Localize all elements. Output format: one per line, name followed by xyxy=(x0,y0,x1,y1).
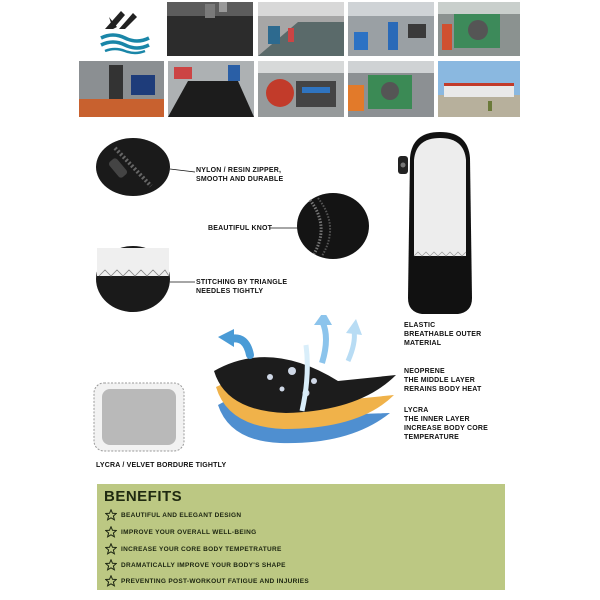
benefit-item: BEAUTIFUL AND ELEGANT DESIGN xyxy=(105,508,241,522)
factory-photo-6 xyxy=(168,61,254,117)
neoprene-caption: NEOPRENE THE MIDDLE LAYER RERAINS BODY HEAT xyxy=(404,368,482,393)
star-icon xyxy=(105,526,117,538)
stitching-caption: STITCHING BY TRIANGLE NEEDLES TIGHTLY xyxy=(196,279,288,295)
knot-detail-icon xyxy=(270,190,370,262)
factory-photo-2 xyxy=(258,2,344,56)
factory-photo-5 xyxy=(79,61,164,117)
fabric-layers-diagram xyxy=(210,315,400,445)
knot-caption: BEAUTIFUL KNOT xyxy=(208,225,273,232)
benefit-item: INCREASE YOUR CORE BODY TEMPETRATURE xyxy=(105,542,282,556)
benefits-panel xyxy=(97,484,505,590)
bottle-sleeve-image xyxy=(388,128,488,318)
benefit-item: PREVENTING POST-WORKOUT FATIGUE AND INJURIES xyxy=(105,574,309,588)
factory-photo-4 xyxy=(438,2,520,56)
factory-photo-7 xyxy=(258,61,344,117)
factory-photo-8 xyxy=(348,61,434,117)
star-icon xyxy=(105,509,117,521)
zipper-detail-icon xyxy=(95,136,195,198)
star-icon xyxy=(105,543,117,555)
zipper-caption: NYLON / RESIN ZIPPER, SMOOTH AND DURABLE xyxy=(196,167,284,183)
factory-exterior-photo xyxy=(438,61,520,117)
factory-photo-1 xyxy=(167,2,253,56)
star-icon xyxy=(105,575,117,587)
lycra-caption: LYCRA THE INNER LAYER INCREASE BODY CORE TEMPERATURE xyxy=(404,407,488,441)
benefit-item: DRAMATICALLY IMPROVE YOUR BODY'S SHAPE xyxy=(105,558,286,572)
star-icon xyxy=(105,559,117,571)
velvet-bordure-swatch xyxy=(92,381,186,453)
company-logo xyxy=(95,5,155,57)
factory-photo-3 xyxy=(348,2,434,56)
elastic-caption: ELASTIC BREATHABLE OUTER MATERIAL xyxy=(404,322,482,347)
benefit-item: IMPROVE YOUR OVERALL WELL-BEING xyxy=(105,525,256,539)
bordure-caption: LYCRA / VELVET BORDURE TIGHTLY xyxy=(96,462,227,469)
benefits-title: BENEFITS xyxy=(104,488,183,505)
stitching-detail-icon xyxy=(95,244,195,314)
